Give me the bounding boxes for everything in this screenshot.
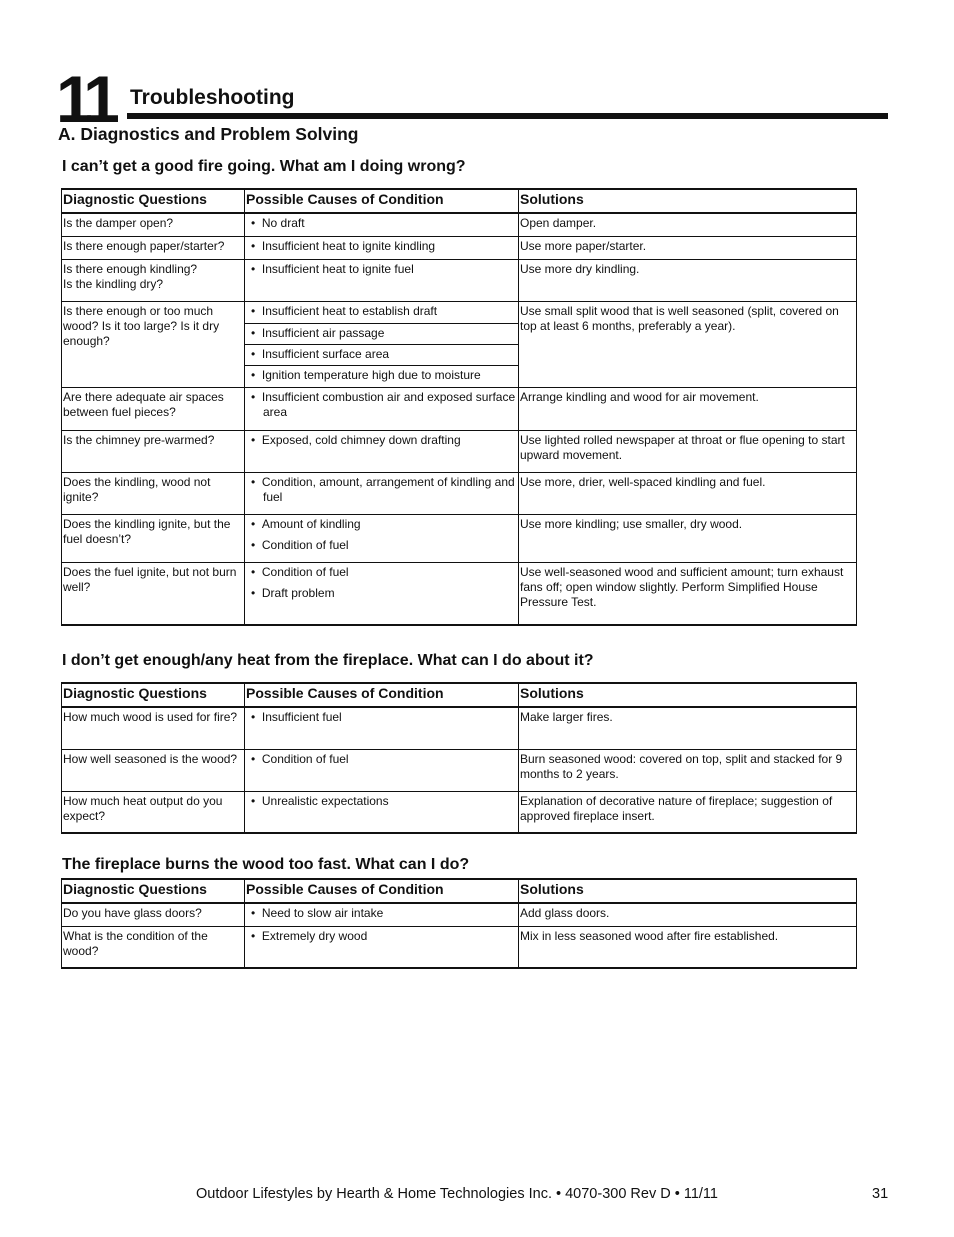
cause-cell (245, 749, 519, 791)
cause-item: • Extremely dry wood (246, 929, 516, 944)
table-row (62, 514, 857, 562)
question-cell: Does the kindling ignite, but the fuel doesn’t? (62, 514, 245, 562)
table-row (62, 387, 857, 430)
header-solutions: Solutions (519, 683, 857, 707)
cause-cell (245, 707, 519, 749)
cause-item: • Insufficient heat to ignite kindling (246, 239, 516, 254)
cause-item: • Ignition temperature high due to moisture (246, 368, 516, 383)
solution-cell: Use well-seasoned wood and sufficient amount; turn exhaust fans off; open window slightly. Perform Simplified House Pressure Test. (519, 562, 857, 625)
question-cell: Is the damper open? (62, 213, 245, 236)
question-cell: Is there enough kindling? Is the kindling dry? (62, 259, 245, 301)
cause-item: • Condition of fuel (246, 538, 516, 553)
cause-cell (245, 430, 519, 472)
question-cell: Is there enough paper/starter? (62, 236, 245, 259)
solution-cell: Burn seasoned wood: covered on top, split and stacked for 9 months to 2 years. (519, 749, 857, 791)
section-title: A. Diagnostics and Problem Solving (58, 124, 359, 144)
cause-item: • Insufficient fuel (246, 710, 516, 725)
question-cell: How much wood is used for fire? (62, 707, 245, 749)
table-header-row (62, 683, 857, 707)
question-cell: Are there adequate air spaces between fuel pieces? (62, 387, 245, 430)
cause-cell (245, 514, 519, 562)
cause-cell (245, 259, 519, 301)
cause-item: • Insufficient combustion air and exposed surface area (246, 390, 516, 420)
table-row (62, 430, 857, 472)
table-row (62, 213, 857, 236)
solution-cell: Use more dry kindling. (519, 259, 857, 301)
cause-cell (245, 903, 519, 926)
table-header-row (62, 879, 857, 903)
solution-cell: Use more kindling; use smaller, dry wood. (519, 514, 857, 562)
solution-cell: Use more, drier, well-spaced kindling and fuel. (519, 472, 857, 514)
heat-troubleshooting-table (61, 682, 857, 834)
header-questions: Diagnostic Questions (62, 879, 245, 903)
cause-cell (245, 236, 519, 259)
cause-item: • Insufficient air passage (246, 326, 516, 341)
solution-cell: Open damper. (519, 213, 857, 236)
chapter-rule (127, 113, 888, 119)
table-row (62, 236, 857, 259)
cause-item: • Insufficient surface area (246, 347, 516, 362)
cause-item: • Condition of fuel (246, 565, 516, 580)
table-row (62, 472, 857, 514)
table-row (62, 926, 857, 968)
cause-item: • Condition of fuel (246, 752, 516, 767)
cause-item: • Insufficient heat to ignite fuel (246, 262, 516, 277)
solution-cell: Add glass doors. (519, 903, 857, 926)
solution-cell: Make larger fires. (519, 707, 857, 749)
cause-item: • Draft problem (246, 586, 516, 601)
cause-cell (245, 791, 519, 833)
question-cell: Do you have glass doors? (62, 903, 245, 926)
chapter-title: Troubleshooting (130, 86, 295, 109)
question-cell: Is the chimney pre-warmed? (62, 430, 245, 472)
table-row (62, 707, 857, 749)
cause-cell (245, 387, 519, 430)
solution-cell: Mix in less seasoned wood after fire established. (519, 926, 857, 968)
cause-cell (245, 926, 519, 968)
cause-cell (245, 213, 519, 236)
question-cell: Does the kindling, wood not ignite? (62, 472, 245, 514)
cause-cell (245, 562, 519, 625)
table-header-row (62, 189, 857, 213)
table-row (62, 903, 857, 926)
cause-item: • Unrealistic expectations (246, 794, 516, 809)
header-causes: Possible Causes of Condition (245, 879, 519, 903)
chapter-number: 11 (56, 62, 114, 136)
question-cell: Is there enough or too much wood? Is it too large? Is it dry enough? (62, 301, 245, 387)
solution-cell: Use more paper/starter. (519, 236, 857, 259)
cause-cell (245, 365, 519, 387)
cause-cell (245, 344, 519, 365)
cause-item: • Exposed, cold chimney down drafting (246, 433, 516, 448)
table-row (62, 259, 857, 301)
solution-cell: Explanation of decorative nature of fireplace; suggestion of approved fireplace insert. (519, 791, 857, 833)
table-row (62, 562, 857, 625)
cause-item: • Condition, amount, arrangement of kindling and fuel (246, 475, 516, 505)
footer-text: Outdoor Lifestyles by Hearth & Home Technologies Inc. • 4070-300 Rev D • 11/11 (196, 1186, 718, 1202)
cause-item: • Need to slow air intake (246, 906, 516, 921)
solution-cell: Arrange kindling and wood for air movement. (519, 387, 857, 430)
header-questions: Diagnostic Questions (62, 683, 245, 707)
section-heading-fire: I can’t get a good fire going. What am I doing wrong? (62, 158, 466, 175)
table-row (62, 791, 857, 833)
table-row (62, 301, 857, 323)
solution-cell: Use small split wood that is well seasoned (split, covered on top at least 6 months, preferably a year). (519, 301, 857, 387)
header-solutions: Solutions (519, 879, 857, 903)
cause-item: • No draft (246, 216, 516, 231)
solution-cell: Use lighted rolled newspaper at throat or flue opening to start upward movement. (519, 430, 857, 472)
question-cell: Does the fuel ignite, but not burn well? (62, 562, 245, 625)
cause-cell (245, 323, 519, 344)
question-cell: How well seasoned is the wood? (62, 749, 245, 791)
table-row (62, 749, 857, 791)
cause-cell (245, 472, 519, 514)
header-solutions: Solutions (519, 189, 857, 213)
header-causes: Possible Causes of Condition (245, 683, 519, 707)
cause-item: • Insufficient heat to establish draft (246, 304, 516, 319)
section-heading-burn-fast: The fireplace burns the wood too fast. What can I do? (62, 856, 470, 873)
section-heading-heat: I don’t get enough/any heat from the fireplace. What can I do about it? (62, 652, 594, 669)
question-cell: What is the condition of the wood? (62, 926, 245, 968)
cause-cell (245, 301, 519, 323)
header-causes: Possible Causes of Condition (245, 189, 519, 213)
burn-fast-troubleshooting-table (61, 878, 857, 969)
page-number: 31 (872, 1186, 889, 1202)
fire-troubleshooting-table (61, 188, 857, 626)
header-questions: Diagnostic Questions (62, 189, 245, 213)
cause-item: • Amount of kindling (246, 517, 516, 532)
question-cell: How much heat output do you expect? (62, 791, 245, 833)
